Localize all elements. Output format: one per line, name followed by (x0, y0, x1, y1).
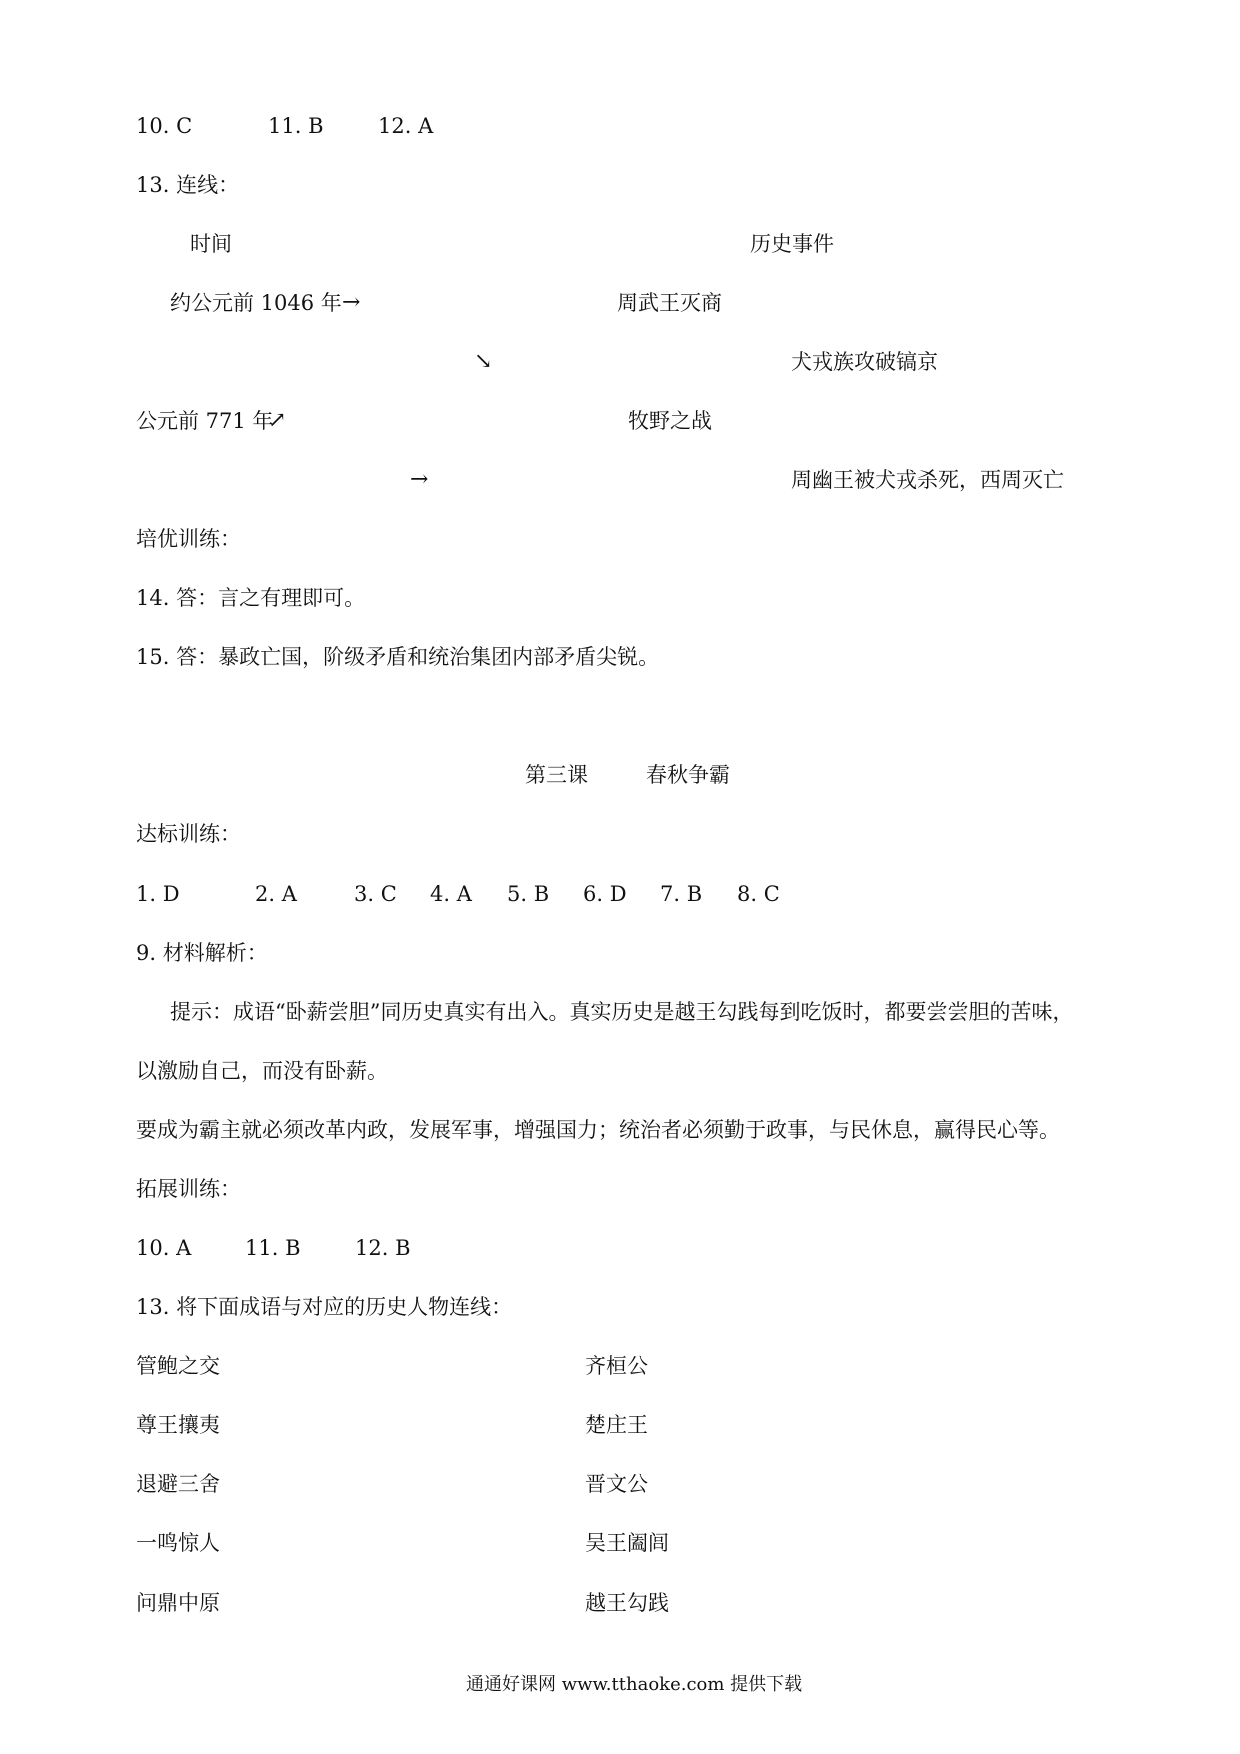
answer-3: 3. C (354, 882, 397, 906)
extension-training-label: 拓展训练： (136, 1177, 241, 1201)
lesson-number: 第三课 (525, 763, 588, 787)
answer-1: 1. D (136, 882, 180, 906)
answer-10: 10. C (136, 114, 193, 138)
answer-6: 6. D (583, 882, 627, 906)
idiom-item: 问鼎中原 (136, 1591, 220, 1615)
q13-idiom-label: 13. 将下面成语与对应的历史人物连线： (136, 1295, 513, 1319)
arrow-right-icon: → (342, 290, 361, 315)
event-item-2: 犬戎族攻破镐京 (791, 350, 938, 374)
event-item-4: 周幽王被犬戎杀死，西周灭亡 (791, 468, 1064, 492)
ext-answer-11: 11. B (245, 1236, 301, 1260)
idiom-item: 退避三舍 (136, 1472, 220, 1496)
ext-answer-10: 10. A (136, 1236, 192, 1260)
time-header: 时间 (190, 232, 232, 256)
footer-source: 通通好课网 www.tthaoke.com 提供下载 (466, 1674, 803, 1695)
answer-2: 2. A (255, 882, 297, 906)
answer-15: 15. 答：暴政亡国，阶级矛盾和统治集团内部矛盾尖锐。 (136, 645, 660, 669)
arrow-up-right-icon: ↗ (268, 408, 287, 433)
event-header: 历史事件 (750, 232, 834, 256)
q9-answer: 要成为霸主就必须改革内政，发展军事，增强国力；统治者必须勤于政事，与民休息，赢得民心等。 (136, 1118, 1060, 1142)
idiom-item: 尊王攘夷 (136, 1413, 220, 1437)
person-item: 晋文公 (585, 1472, 648, 1496)
arrow-down-right-icon: ↘ (474, 349, 493, 374)
person-item: 越王勾践 (585, 1591, 669, 1615)
event-item-3: 牧野之战 (628, 409, 712, 433)
event-item-1: 周武王灭商 (617, 291, 722, 315)
answer-12: 12. A (378, 114, 434, 138)
q9-label: 9. 材料解析： (136, 941, 268, 965)
answer-11: 11. B (268, 114, 324, 138)
answer-7: 7. B (660, 882, 703, 906)
answer-8: 8. C (737, 882, 780, 906)
time-item-1: 约公元前 1046 年 (170, 291, 342, 315)
answer-5: 5. B (507, 882, 550, 906)
q13-label: 13. 连线： (136, 173, 240, 197)
time-item-2: 公元前 771 年 (136, 409, 274, 433)
idiom-item: 管鲍之交 (136, 1354, 220, 1378)
idiom-item: 一鸣惊人 (136, 1531, 220, 1555)
arrow-right-icon: → (410, 467, 429, 492)
answer-4: 4. A (430, 882, 472, 906)
q9-hint-line-2: 以激励自己，而没有卧薪。 (136, 1059, 388, 1083)
ext-answer-12: 12. B (355, 1236, 411, 1260)
person-item: 楚庄王 (585, 1413, 648, 1437)
answer-14: 14. 答：言之有理即可。 (136, 586, 366, 610)
person-item: 吴王阖闾 (585, 1531, 669, 1555)
q9-hint-line-1: 提示：成语“卧薪尝胆”同历史真实有出入。真实历史是越王勾践每到吃饭时，都要尝尝胆的苦味， (170, 1000, 1074, 1024)
lesson-title: 春秋争霸 (646, 763, 730, 787)
advanced-training-label: 培优训练： (136, 527, 241, 551)
person-item: 齐桓公 (585, 1354, 648, 1378)
standard-training-label: 达标训练： (136, 822, 241, 846)
